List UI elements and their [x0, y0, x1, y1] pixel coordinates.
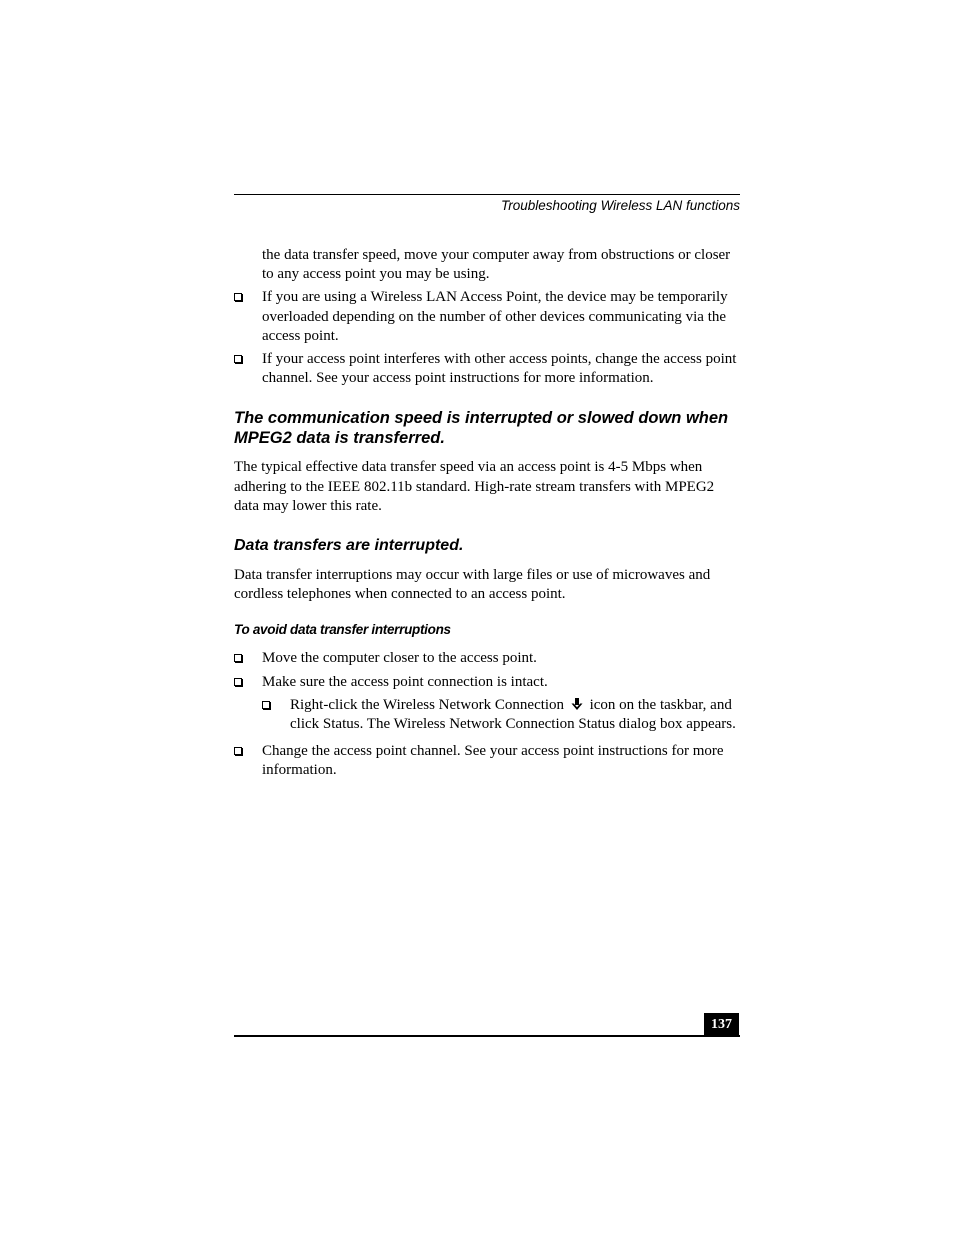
section-body-interrupted: Data transfer interruptions may occur with large files or use of microwaves and cordless telephones when connected to an access point. — [234, 567, 711, 603]
list-item — [234, 288, 740, 346]
list-item-text: Make sure the access point connection is intact. — [262, 673, 548, 690]
checkbox-bullet-icon — [234, 293, 242, 301]
substep-text-before-icon: Right-click the Wireless Network Connection — [290, 696, 565, 713]
procedure-substep — [262, 696, 740, 734]
section-heading-mpeg2: The communication speed is interrupted or slowed down when MPEG2 data is transferred. — [234, 409, 729, 448]
list-item-text: If your access point interferes with other access points, change the access point channel. See your access point instructions for more information. — [262, 351, 737, 387]
checkbox-bullet-icon — [234, 678, 242, 686]
list-item-text: If you are using a Wireless LAN Access Point, the device may be temporarily overloaded depending on the number of other devices communicating via the access point. — [262, 289, 728, 344]
page-number: 137 — [704, 1013, 739, 1037]
header-rule — [234, 194, 740, 195]
continued-paragraph: the data transfer speed, move your computer away from obstructions or closer to any access point you may be using. — [262, 247, 731, 283]
list-item-text: Change the access point channel. See your access point instructions for more information. — [262, 743, 724, 779]
checkbox-bullet-icon — [234, 654, 242, 662]
procedure-step-2 — [234, 673, 740, 692]
checkbox-bullet-icon — [234, 355, 242, 363]
wireless-network-connection-icon — [570, 697, 584, 711]
procedure-heading: To avoid data transfer interruptions — [234, 622, 451, 638]
footer-rule — [234, 1035, 740, 1037]
substep-text-after-icon: icon on the taskbar, and click Status. The Wireless Network Connection Status dialog box appears. — [290, 696, 736, 733]
checkbox-bullet-icon — [234, 747, 242, 755]
section-body-mpeg2: The typical effective data transfer speed via an access point is 4-5 Mbps when adhering to the IEEE 802.11b standard. High-rate stream transfers with MPEG2 data may lower this rate. — [234, 459, 715, 514]
section-heading-interrupted: Data transfers are interrupted. — [234, 537, 464, 555]
running-header-title: Troubleshooting Wireless LAN functions — [501, 198, 740, 213]
list-item-text: Move the computer closer to the access point. — [262, 650, 537, 667]
procedure-step-3 — [234, 742, 740, 780]
procedure-step-1 — [234, 649, 740, 668]
page-content — [234, 246, 740, 785]
checkbox-bullet-icon — [262, 701, 270, 709]
spacer — [234, 734, 740, 742]
list-item — [234, 350, 740, 388]
